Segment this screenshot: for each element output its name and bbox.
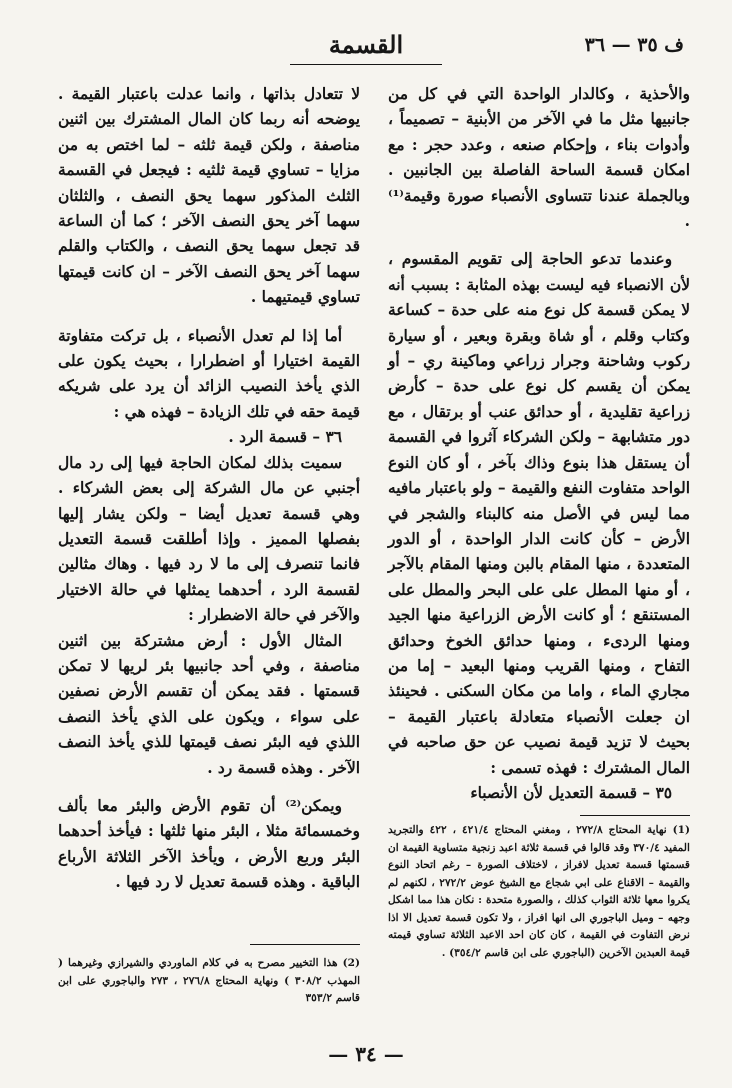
footnotes-right (388, 822, 690, 962)
footnotes-left (58, 955, 360, 1008)
right-column (388, 82, 690, 806)
paragraph: ويمكن⁽²⁾ أن تقوم الأرض والبئر معا بألف وخمسمائة مثلا ، البئر منها ثلثها : فيأخذ أحدهما البئر وربع الأرض ، ويأخذ الآخر الثلاثة الأرباع الباقية . وهذه قسمة تعديل لا رد فيها . (58, 796, 360, 892)
footnote-rule (250, 944, 360, 945)
section-heading-35 (388, 781, 690, 806)
section-heading-number: ٣٥ – (642, 783, 672, 802)
paragraph: لا تتعادل بذاتها ، وانما عدلت باعتبار القيمة . يوضحه أنه ربما كان المال المشترك بين اثنين مناصفة ، ولكن قيمة ثلثه – لما اختص به من مزايا – تساوي قيمة ثلثيه : فيجعل في القسمة الثلث المذكور سهما يحق النصف ، والثلثان سهما آخر يحق النصف الآخر ؛ كما أن الساعة قد تجعل سهما يحق النصف ، والكتاب والقلم سهما آخر يحق النصف الآخر – ان كانت قيمتها تساوي قيمتيهما . (58, 85, 360, 307)
left-column (58, 82, 360, 896)
paragraph: وعندما تدعو الحاجة إلى تقويم المقسوم ، لأن الانصباء فيه ليست بهذه المثابة : بسبب أنه لا يمكن قسمة كل نوع منه على حدة – كساعة وكتاب وقلم ، أو شاة وبقرة وبعير ، أو سيارة ركوب وشاحنة وجرار زراعي وماكينة ري – أو يمكن أن يقسم كل نوع على حدة – كأرض زراعية تقليدية ، أو حدائق عنب أو برتقال ، مع دور متشابهة – ولكن الشركاء آثروا في القسمة أن يستقل هذا بنوع وذاك بآخر ، أو كان النوع الواحد متفاوت النفع والقيمة – ولو باعتبار مافيه مما ليس في الأصل منه كالبناء والشجر في الأرض – كأن كانت الدار الواحدة ، أو الدور المتعددة ، منها المقام بالبن ومنها المقام بالآجر ، أو منها المطل على على البحر والمطل على المستنقع ؛ أو كانت الأرض الزراعية منها الجيد ومنها الردىء ، ومنها حدائق الخوخ وحدائق التفاح ، ومنها القريب ومنها البعيد – إما من مجاري الماء ، واما من مكان السكنى . فحينئذ ان جعلت الأنصباء متعادلة باعتبار القيمة – بحيث لا تزيد قيمة نصيب عن حق صاحبه في المال المشترك : فهذه تسمى : (388, 250, 690, 777)
section-heading-text: قسمة التعديل لأن الأنصباء (470, 783, 638, 802)
paragraph: والأحذية ، وكالدار الواحدة التي في كل من جانبيها مثل ما في الآخر من الأبنية – تصميماً ، وأدوات بناء ، وإحكام صنعه ، وعدد حجر : مع امكان قسمة الساحة الفاصلة بين الجانبين . وبالجملة عندنا تتساوى الأنصباء صورة وقيمة⁽¹⁾ . (388, 85, 690, 231)
footnote: (1) نهاية المحتاج ٢٧٢/٨ ، ومغني المحتاج ٤٢١/٤ ، ٤٢٢ والتجريد المفيد ٣٧٠/٤ وقد قالوا في قسمة ثلاثة اعبد زنجية متساوية القيمة ان قسمتها قسمة تعديل لافراز ، لاختلاف الصورة – رغم اتحاد النوع والقيمة – الاقناع على ابي شجاع مع الشيخ عوض ٢٧٢/٢ ، لكنهم لم يكروا معها ثلاثة الثواب كذلك ، والصورة متحدة : نكان هذا مما اشكل وجهه – وميل الباجوري الى انها افراز ، ولا تكون قسمة تعديل الا اذا نرض التفاوت في القيمة ، كان كان احد الاعبد الثلاثة تساوي قيمته قيمة العبدين الآخرين (الباجوري على ابن قاسم ٣٥٤/٢) . (388, 824, 690, 959)
running-title: القسمة (328, 30, 404, 59)
header-rule (290, 64, 442, 65)
section-heading-36: ٣٦ – قسمة الرد . (228, 428, 342, 447)
paragraph: أما إذا لم تعدل الأنصباء ، بل تركت متفاوتة القيمة اختيارا أو اضطرارا ، بحيث يكون على الذي يأخذ النصيب الزائد أن يرد على شريكه قيمة حقه في تلك الزيادة – فهذه هي : (58, 326, 360, 421)
footnote-rule (580, 815, 690, 816)
paragraph: سميت بذلك لمكان الحاجة فيها إلى رد مال أجنبي عن مال الشركة إلى بعض الشركاء . وهي قسمة تعديل أيضا – ولكن يشار إليها بفصلها المميز . وإذا أطلقت قسمة التعديل فانما تنصرف إلى ما لا رد فيها . وهاك مثالين لقسمة الرد ، أحدهما يمثلها في حالة الاختيار والآخر في حالة الاضطرار : (58, 453, 360, 625)
page-header (40, 30, 692, 66)
paragraph: المثال الأول : أرض مشتركة بين اثنين مناصفة ، وفي أحد جانبيها بئر لريها لا تمكن قسمتها . فقد يمكن أن تقسم الأرض نصفين على سواء ، ويكون على الذي يأخذ النصف اللذي فيه البئر نصف قيمتها للذي يأخذ النصف الآخر . وهذه قسمة رد . (58, 631, 360, 777)
footnote: (2) هذا التخيير مصرح به في كلام الماوردي والشيرازي وغيرهما ( المهذب ٣٠٨/٢ ) ونهاية المحتاج ٢٧٦/٨ ، ٢٧٣ والباجوري على ابن قاسم ٣٥٣/٢ (58, 957, 361, 1004)
page-number: — ٣٤ — (328, 1042, 404, 1066)
section-range: ف ٣٥ — ٣٦ (584, 34, 684, 56)
